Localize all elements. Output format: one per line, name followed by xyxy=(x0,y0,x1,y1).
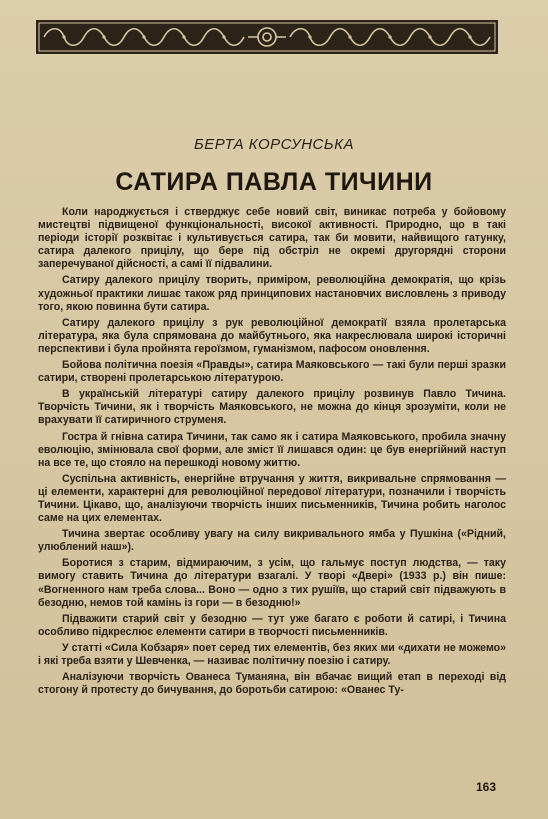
paragraph: Аналізуючи творчість Ованеса Туманяна, він вбачає вищий етап в переході від стогону й протесту до бичування, до боротьби сатирою: «Ованес Ту- xyxy=(38,671,506,697)
paragraph: Підважити старий світ у безодню — тут уже багато є роботи й сатирі, і Тичина особливо підкреслює елементи сатири в творчості письменників. xyxy=(38,612,506,638)
paragraph: Гостра й гнівна сатира Тичини, так само як і сатира Маяковського, пробила значну еволюцію, змінювала свої форми, але зміст її лишався один: це був енергійний наступ на все те, що стояло на перешкоді новому життю. xyxy=(38,430,506,469)
paragraph: Боротися з старим, відмираючим, з усім, що гальмує поступ людства, — таку вимогу ставить Тичина до літератури взагалі. У творі «Двері» (1933 р.) він пише: «Вогненного нам треба слова... Воно — одно з тих рушіїв, що старий світ підважують в безодню, немов той камінь із гори — в безодню!» xyxy=(38,557,506,609)
paragraph: Суспільна активність, енергійне втручання у життя, викривальне спрямовання — ці елементи, характерні для революційної передової літератури, позначили і творчість Тичини. Цікаво, що, аналізуючи творчість інших письменників, Тичина робить наголос саме на цих елементах. xyxy=(38,472,506,525)
page-number: 163 xyxy=(475,780,496,794)
decorative-header-ornament xyxy=(36,20,498,54)
article-title: САТИРА ПАВЛА ТИЧИНИ xyxy=(115,168,433,196)
paragraph: В українській літературі сатиру далекого прицілу розвинув Павло Тичина. Творчість Тичини, як і творчість Маяковського, не можна до кінця зрозуміти, коли не врахувати її сатиричного струменя. xyxy=(38,388,506,427)
paragraph: Тичина звертає особливу увагу на силу викривального ямба у Пушкіна («Рідний, улюблений наш»). xyxy=(38,528,506,554)
author-name: БЕРТА КОРСУНСЬКА xyxy=(194,136,354,153)
paragraph: Коли народжується і стверджує себе новий світ, виникає потреба у бойовому мистецтві підвищеної функціональності, високої активності. Природно, що в такі періоди історії розквітає і культивується сатира, так би мовити, найвищого гатунку, сатира далекого прицілу, що бере під обстріл не окремі другорядні сторони заперечуваної дійсності, а самі її підвалини. xyxy=(38,206,506,271)
paragraph: Сатиру далекого прицілу творить, приміром, революційна демократія, що крізь художньої практики лишає також ряд принципових настановчих висловлень з приводу того, якою повинна бути сатира. xyxy=(38,274,506,313)
paragraph: Сатиру далекого прицілу з рук революційної демократії взяла пролетарська література, яка була спрямована до майбутнього, яка накреслювала широкі історичні перспективи і була пройнята героїзмом, гуманізмом, пафосом оновлення. xyxy=(38,316,506,355)
article-body xyxy=(38,206,506,700)
paragraph: Бойова політична поезія «Правды», сатира Маяковського — такі були перші зразки сатири, створені пролетарською літературою. xyxy=(38,359,506,385)
paragraph: У статті «Сила Кобзаря» поет серед тих елементів, без яких ми «дихати не можемо» і які треба взяти у Шевченка, — називає політичну поезію і сатиру. xyxy=(38,641,506,667)
